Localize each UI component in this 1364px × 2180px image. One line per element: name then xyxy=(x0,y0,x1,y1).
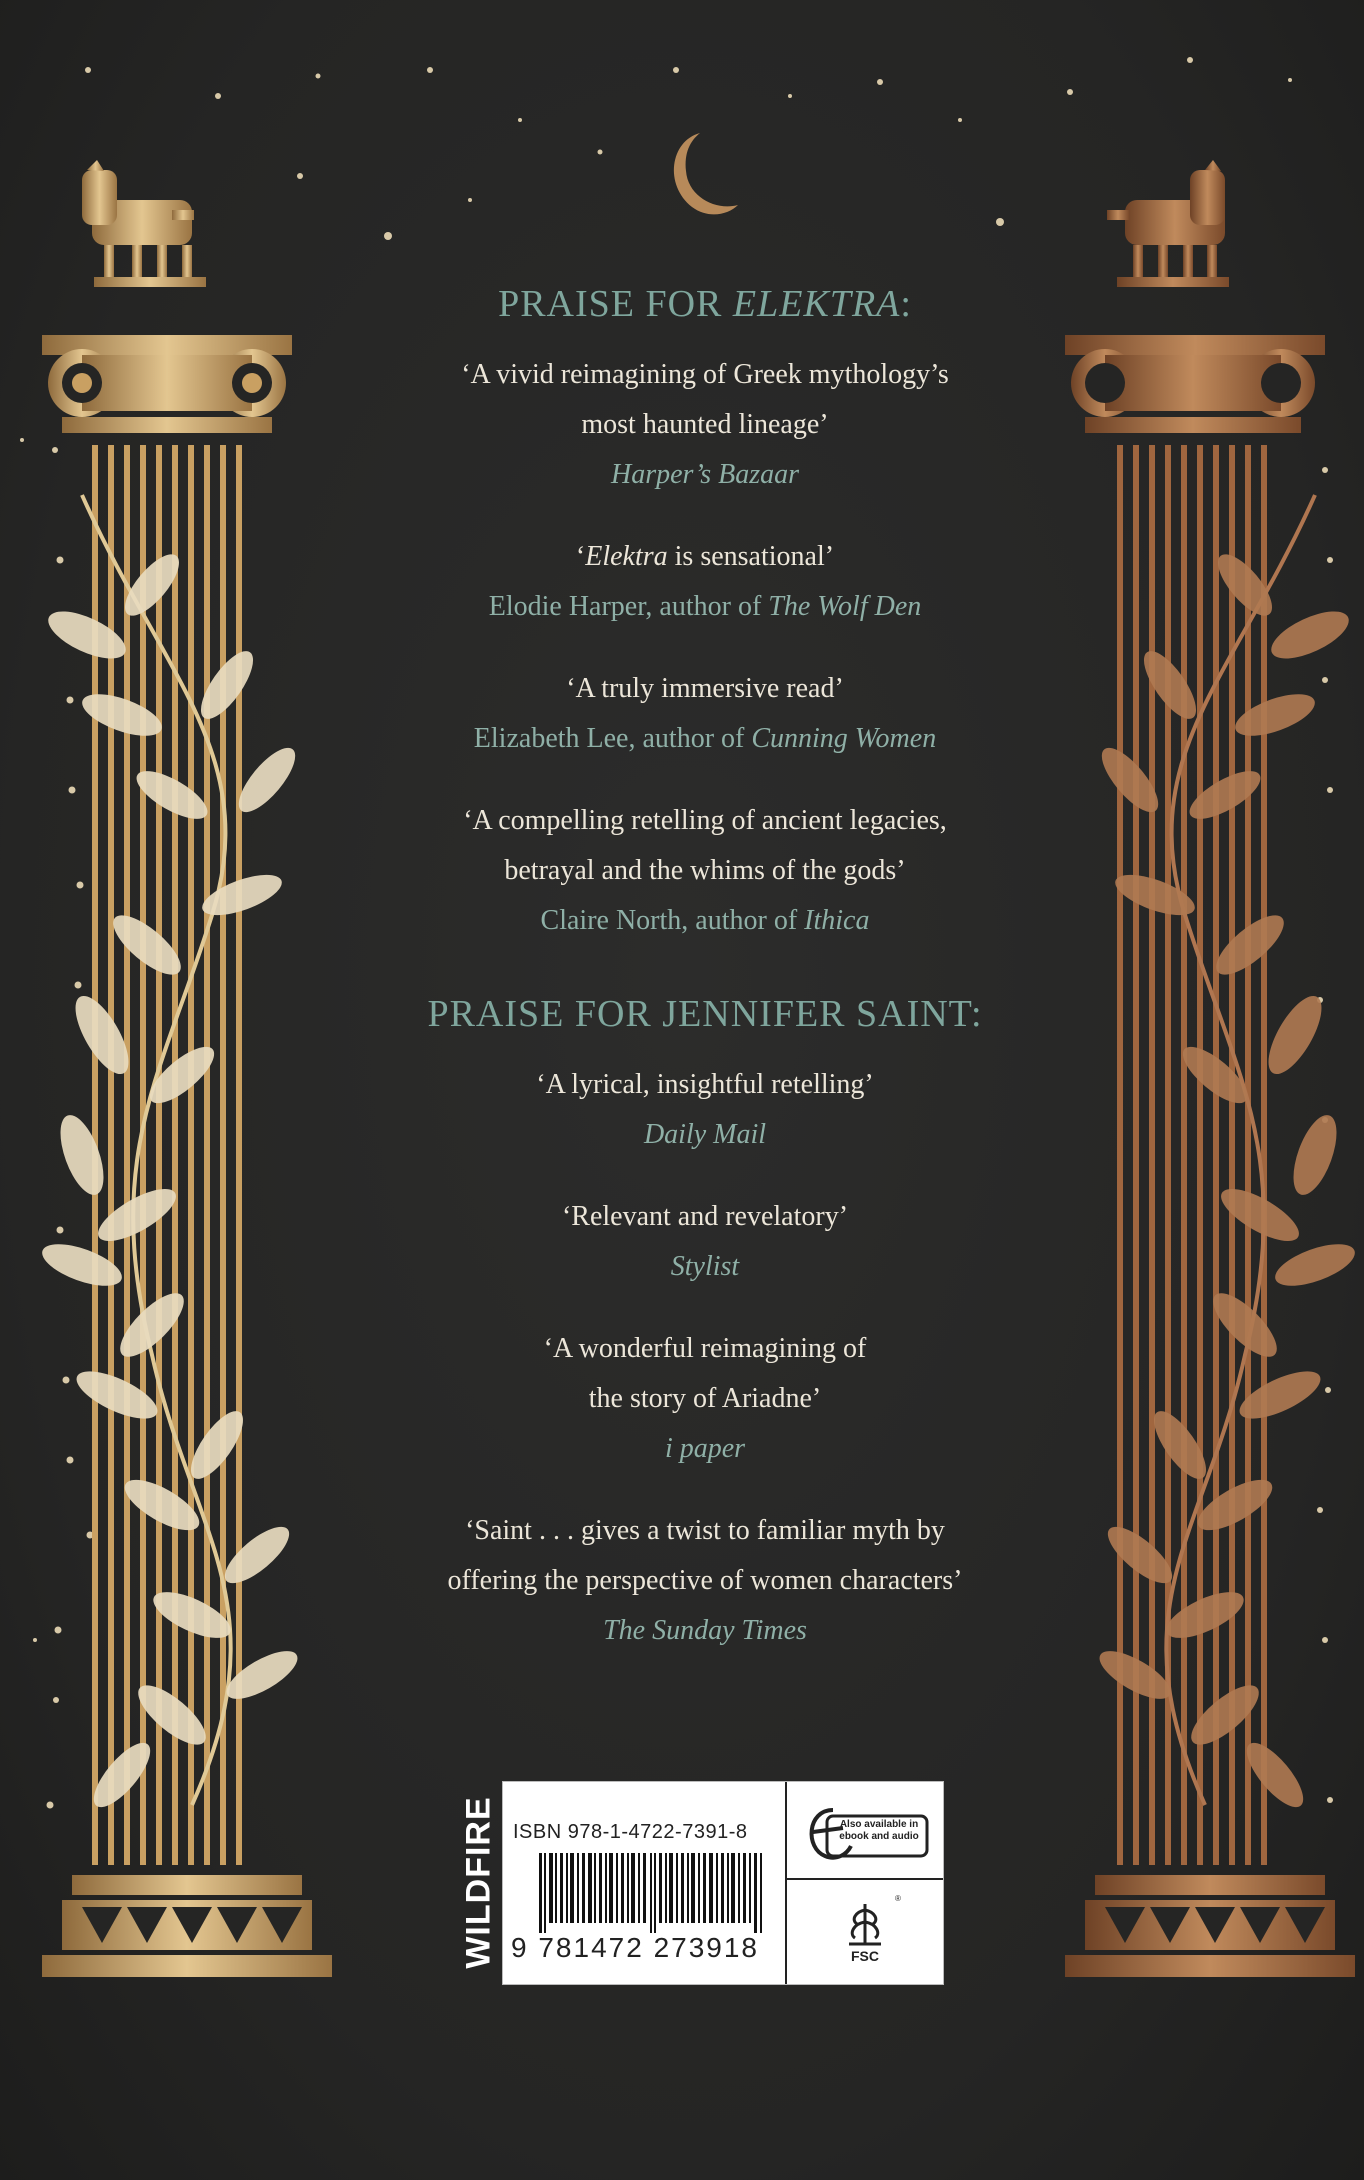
fsc-label: FSC xyxy=(851,1948,879,1964)
quote-source: Stylist xyxy=(670,1250,740,1282)
publisher-name: WILDFIRE xyxy=(459,1795,498,1969)
praise-section-jennifer-saint xyxy=(360,992,1050,1688)
right-column-illustration xyxy=(1055,155,1364,2005)
source-author: Claire North, author of xyxy=(540,904,805,936)
quote-line: ‘A lyrical, insightful retelling’ xyxy=(536,1068,874,1100)
quote-source xyxy=(360,896,1050,946)
quote-line: ‘A compelling retelling of ancient legacies, xyxy=(463,804,947,836)
quote-line: most haunted lineage’ xyxy=(581,408,829,440)
isbn-text: ISBN 978-1-4722-7391-8 xyxy=(513,1821,748,1843)
crescent-moon-icon xyxy=(662,125,742,225)
quote-book-title: Elektra xyxy=(585,540,668,572)
publisher-logo xyxy=(456,1781,502,1983)
quote-block xyxy=(360,1324,1050,1474)
quote-block xyxy=(360,664,1050,764)
quote-source: Daily Mail xyxy=(643,1118,767,1150)
source-book-title: Cunning Women xyxy=(751,722,937,754)
panel-divider xyxy=(785,1878,943,1880)
quote-line: ‘A wonderful reimagining of xyxy=(543,1332,867,1364)
praise-section-elektra xyxy=(360,282,1050,978)
fsc-tree-icon xyxy=(837,1900,893,1948)
quote-block xyxy=(360,1506,1050,1656)
quote-line: offering the perspective of women characters’ xyxy=(447,1564,963,1596)
registered-mark: ® xyxy=(895,1894,901,1903)
barcode-panel xyxy=(502,1781,944,1985)
source-book-title: Ithica xyxy=(804,904,870,936)
quote-line: the story of Ariadne’ xyxy=(588,1382,822,1414)
barcode-number: 9 781472 273918 xyxy=(511,1932,759,1963)
quote-source: Harper’s Bazaar xyxy=(611,458,799,490)
quote-source: i paper xyxy=(664,1432,746,1464)
quote-line: ‘Relevant and revelatory’ xyxy=(561,1200,849,1232)
quote-block xyxy=(360,1060,1050,1160)
source-book-title: The Wolf Den xyxy=(768,590,922,622)
source-author: Elodie Harper, author of xyxy=(488,590,769,622)
panel-divider xyxy=(785,1782,787,1984)
quote-source: The Sunday Times xyxy=(603,1614,807,1646)
quote-line: betrayal and the whims of the gods’ xyxy=(504,854,906,886)
barcode-icon xyxy=(539,1853,769,1933)
quote-block xyxy=(360,532,1050,632)
quote-line xyxy=(360,532,1050,582)
quote-line: ‘A vivid reimagining of Greek mythology’s xyxy=(461,358,949,390)
quote-source xyxy=(360,714,1050,764)
quote-rest: is sensational’ xyxy=(667,540,835,572)
heading-suffix: : xyxy=(900,283,912,325)
left-column-illustration xyxy=(42,155,352,2005)
heading-prefix: PRAISE FOR xyxy=(498,283,733,325)
quote-block xyxy=(360,1192,1050,1292)
ebook-availability-label: Also available in ebook and audio xyxy=(839,1819,919,1842)
quote-line: ‘A truly immersive read’ xyxy=(566,672,844,704)
source-author: Elizabeth Lee, author of xyxy=(473,722,752,754)
quote-line: ‘Saint . . . gives a twist to familiar myth by xyxy=(465,1514,945,1546)
quote-block xyxy=(360,796,1050,946)
quote-block xyxy=(360,350,1050,500)
section-heading xyxy=(360,282,1050,328)
section-heading: PRAISE FOR JENNIFER SAINT: xyxy=(427,993,983,1035)
heading-book-title: ELEKTRA xyxy=(732,283,901,325)
quote-source xyxy=(360,582,1050,632)
quote-open: ‘ xyxy=(575,540,586,572)
